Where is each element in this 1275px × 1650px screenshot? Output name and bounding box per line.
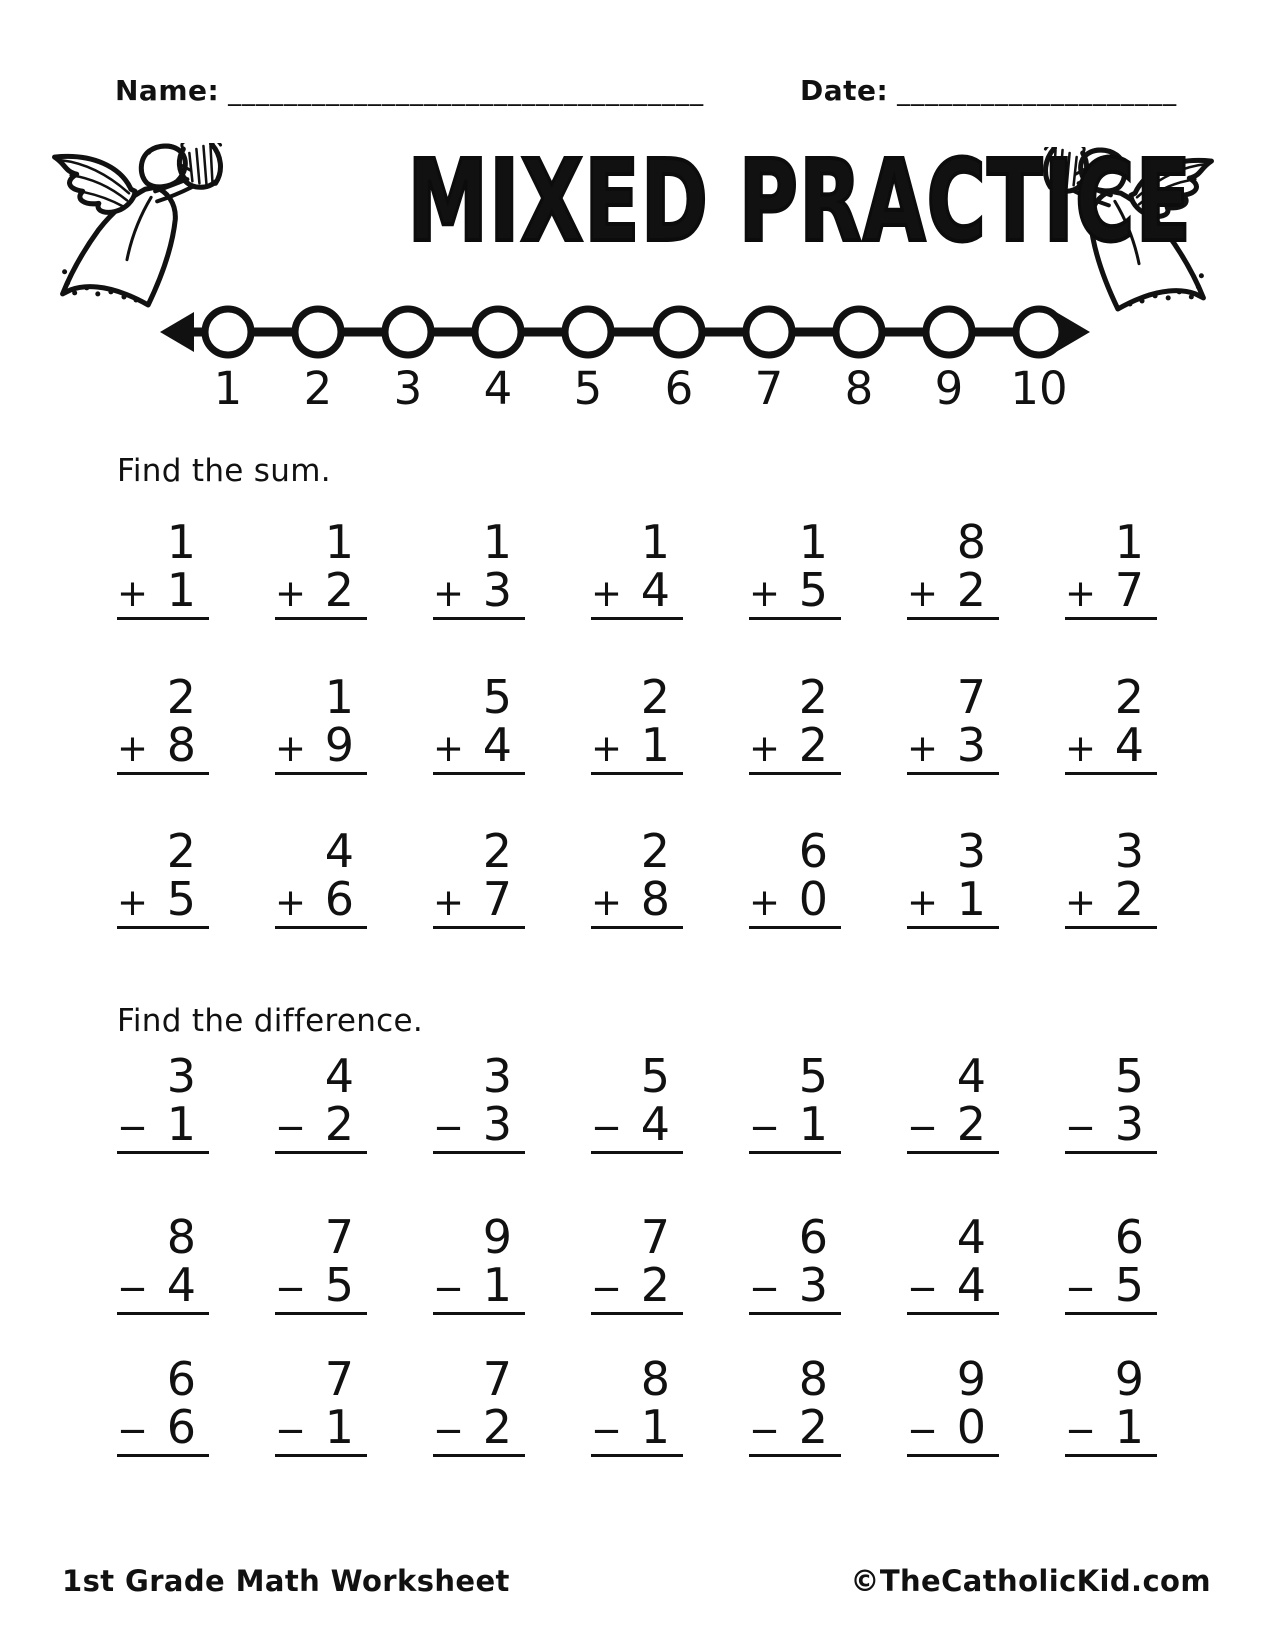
answer-line [749,563,841,620]
answer-line [433,1097,525,1154]
bottom-operand: 1 [1114,1400,1144,1454]
answer-line [591,872,683,929]
answer-line [749,1258,841,1315]
operator: − [907,1267,939,1310]
operator: − [117,1409,149,1452]
number-line-label: 9 [934,362,964,415]
operator: + [1065,881,1097,924]
top-operand: 2 [640,670,670,724]
top-operand: 3 [1114,824,1144,878]
top-operand: 2 [798,670,828,724]
bottom-operand: 1 [482,1258,512,1312]
math-problem [1065,515,1157,620]
operator: + [117,727,149,770]
addition-row [117,824,1157,929]
bottom-operand: 3 [956,718,986,772]
top-operand: 7 [482,1352,512,1406]
bottom-operand: 4 [640,1097,670,1151]
answer-line [907,1258,999,1315]
math-problem [907,1352,999,1457]
answer-line [117,1097,209,1154]
bottom-operand: 5 [1114,1258,1144,1312]
bottom-operand: 4 [1114,718,1144,772]
top-operand: 5 [798,1049,828,1103]
math-problem [1065,1049,1157,1154]
math-problem [749,1352,841,1457]
answer-line [907,563,999,620]
bottom-operand: 1 [956,872,986,926]
operator: + [749,727,781,770]
operator: − [591,1267,623,1310]
number-line-label: 8 [844,362,874,415]
top-operand: 1 [324,515,354,569]
answer-line [1065,1097,1157,1154]
bottom-operand: 4 [482,718,512,772]
bottom-operand: 1 [640,1400,670,1454]
math-problem [591,670,683,775]
number-line-label: 5 [573,362,603,415]
math-problem [117,1049,209,1154]
answer-line [433,1258,525,1315]
math-problem [433,1352,525,1457]
math-problem [591,1210,683,1315]
number-line-label: 4 [483,362,513,415]
math-problem [275,670,367,775]
operator: + [591,727,623,770]
answer-line [433,1400,525,1457]
top-operand: 7 [956,670,986,724]
math-problem [907,515,999,620]
answer-line [591,718,683,775]
bottom-operand: 4 [640,563,670,617]
operator: − [275,1409,307,1452]
math-problem [907,1210,999,1315]
top-operand: 1 [166,515,196,569]
answer-line [1065,718,1157,775]
top-operand: 6 [166,1352,196,1406]
footer-site-credit: ©TheCatholicKid.com [850,1564,1211,1598]
bottom-operand: 1 [324,1400,354,1454]
addition-row [117,670,1157,775]
difference-instruction: Find the difference. [117,1003,424,1039]
top-operand: 9 [956,1352,986,1406]
bottom-operand: 2 [798,1400,828,1454]
math-problem [275,1210,367,1315]
top-operand: 5 [640,1049,670,1103]
top-operand: 7 [324,1352,354,1406]
top-operand: 1 [798,515,828,569]
operator: + [749,881,781,924]
operator: − [275,1267,307,1310]
top-operand: 6 [1114,1210,1144,1264]
bottom-operand: 8 [640,872,670,926]
answer-line [117,563,209,620]
answer-line [433,718,525,775]
answer-line [275,872,367,929]
math-problem [433,824,525,929]
bottom-operand: 0 [798,872,828,926]
operator: + [433,572,465,615]
top-operand: 2 [1114,670,1144,724]
answer-line [117,1400,209,1457]
math-problem [907,670,999,775]
bottom-operand: 4 [166,1258,196,1312]
bottom-operand: 3 [1114,1097,1144,1151]
top-operand: 8 [798,1352,828,1406]
number-line-label: 1 [213,362,243,415]
top-operand: 3 [482,1049,512,1103]
top-operand: 5 [1114,1049,1144,1103]
bottom-operand: 9 [324,718,354,772]
math-problem [275,824,367,929]
date-field [800,74,1177,107]
operator: − [1065,1409,1097,1452]
operator: − [907,1409,939,1452]
name-blank-line[interactable]: __________________________________ [228,77,705,107]
math-problem [275,1049,367,1154]
top-operand: 5 [482,670,512,724]
footer-worksheet-label: 1st Grade Math Worksheet [62,1564,510,1598]
top-operand: 1 [1114,515,1144,569]
operator: + [907,727,939,770]
answer-line [591,563,683,620]
operator: + [433,881,465,924]
math-problem [117,1352,209,1457]
bottom-operand: 5 [798,563,828,617]
math-problem [749,1049,841,1154]
math-problem [1065,1210,1157,1315]
top-operand: 4 [956,1049,986,1103]
math-problem [749,824,841,929]
bottom-operand: 2 [1114,872,1144,926]
top-operand: 1 [324,670,354,724]
top-operand: 4 [956,1210,986,1264]
top-operand: 7 [324,1210,354,1264]
operator: − [591,1409,623,1452]
answer-line [117,718,209,775]
date-label: Date: [800,74,889,107]
name-field [115,74,704,107]
answer-line [1065,1400,1157,1457]
sum-instruction: Find the sum. [117,453,331,489]
answer-line [591,1400,683,1457]
operator: − [117,1267,149,1310]
answer-line [749,718,841,775]
top-operand: 3 [166,1049,196,1103]
operator: + [907,572,939,615]
bottom-operand: 2 [956,1097,986,1151]
operator: − [749,1409,781,1452]
top-operand: 4 [324,1049,354,1103]
operator: + [275,727,307,770]
answer-line [433,563,525,620]
bottom-operand: 1 [798,1097,828,1151]
answer-line [275,1258,367,1315]
operator: + [275,572,307,615]
math-problem [591,1352,683,1457]
bottom-operand: 6 [166,1400,196,1454]
math-problem [1065,824,1157,929]
bottom-operand: 3 [482,563,512,617]
number-line-label: 2 [303,362,333,415]
math-problem [433,1210,525,1315]
worksheet-title [255,137,1193,267]
math-problem [749,515,841,620]
answer-line [1065,872,1157,929]
math-problem [117,1210,209,1315]
math-problem [1065,670,1157,775]
top-operand: 8 [640,1352,670,1406]
operator: − [591,1106,623,1149]
number-line [150,293,1100,373]
answer-line [1065,1258,1157,1315]
number-line-label: 10 [1010,362,1068,415]
answer-line [749,1097,841,1154]
math-problem [749,670,841,775]
top-operand: 8 [166,1210,196,1264]
operator: + [591,881,623,924]
math-problem [591,1049,683,1154]
answer-line [433,872,525,929]
top-operand: 2 [640,824,670,878]
top-operand: 1 [640,515,670,569]
bottom-operand: 2 [324,1097,354,1151]
bottom-operand: 8 [166,718,196,772]
bottom-operand: 6 [324,872,354,926]
operator: − [1065,1106,1097,1149]
bottom-operand: 7 [1114,563,1144,617]
top-operand: 2 [166,670,196,724]
answer-line [907,1097,999,1154]
answer-line [749,1400,841,1457]
bottom-operand: 0 [956,1400,986,1454]
operator: + [1065,727,1097,770]
answer-line [749,872,841,929]
operator: + [749,572,781,615]
answer-line [1065,563,1157,620]
angel-harp-icon [34,143,226,309]
bottom-operand: 2 [324,563,354,617]
operator: − [1065,1267,1097,1310]
math-problem [591,515,683,620]
answer-line [907,872,999,929]
top-operand: 8 [956,515,986,569]
math-problem [749,1210,841,1315]
answer-line [907,1400,999,1457]
operator: − [275,1106,307,1149]
subtraction-row [117,1049,1157,1154]
math-problem [433,515,525,620]
answer-line [591,1258,683,1315]
top-operand: 7 [640,1210,670,1264]
math-problem [117,824,209,929]
math-problem [907,1049,999,1154]
bottom-operand: 2 [640,1258,670,1312]
number-line-label: 7 [754,362,784,415]
operator: + [275,881,307,924]
addition-row [117,515,1157,620]
bottom-operand: 3 [482,1097,512,1151]
operator: − [749,1106,781,1149]
math-problem [117,670,209,775]
answer-line [591,1097,683,1154]
answer-line [275,1400,367,1457]
top-operand: 3 [956,824,986,878]
number-line-left-arrow [160,312,194,352]
top-operand: 1 [482,515,512,569]
bottom-operand: 2 [482,1400,512,1454]
answer-line [275,563,367,620]
operator: − [749,1267,781,1310]
operator: + [117,881,149,924]
top-operand: 4 [324,824,354,878]
operator: + [1065,572,1097,615]
answer-line [907,718,999,775]
top-operand: 2 [482,824,512,878]
bottom-operand: 2 [798,718,828,772]
answer-line [117,872,209,929]
bottom-operand: 5 [166,872,196,926]
operator: + [907,881,939,924]
bottom-operand: 4 [956,1258,986,1312]
math-problem [1065,1352,1157,1457]
number-line-label: 3 [393,362,423,415]
top-operand: 2 [166,824,196,878]
top-operand: 6 [798,824,828,878]
bottom-operand: 3 [798,1258,828,1312]
top-operand: 9 [1114,1352,1144,1406]
math-problem [907,824,999,929]
math-problem [433,670,525,775]
operator: − [433,1267,465,1310]
math-problem [275,1352,367,1457]
math-problem [433,1049,525,1154]
top-operand: 6 [798,1210,828,1264]
bottom-operand: 2 [956,563,986,617]
bottom-operand: 1 [640,718,670,772]
operator: − [907,1106,939,1149]
worksheet-title-text: MIXED PRACTICE [407,137,1193,267]
top-operand: 9 [482,1210,512,1264]
answer-line [275,718,367,775]
math-problem [275,515,367,620]
operator: + [591,572,623,615]
math-problem [117,515,209,620]
operator: + [117,572,149,615]
answer-line [275,1097,367,1154]
bottom-operand: 1 [166,563,196,617]
operator: − [433,1409,465,1452]
bottom-operand: 5 [324,1258,354,1312]
operator: − [433,1106,465,1149]
answer-line [117,1258,209,1315]
subtraction-row [117,1352,1157,1457]
number-line-label: 6 [664,362,694,415]
date-blank-line[interactable]: ____________________ [897,77,1178,107]
bottom-operand: 1 [166,1097,196,1151]
bottom-operand: 7 [482,872,512,926]
operator: + [433,727,465,770]
name-label: Name: [115,74,220,107]
math-problem [591,824,683,929]
operator: − [117,1106,149,1149]
subtraction-row [117,1210,1157,1315]
